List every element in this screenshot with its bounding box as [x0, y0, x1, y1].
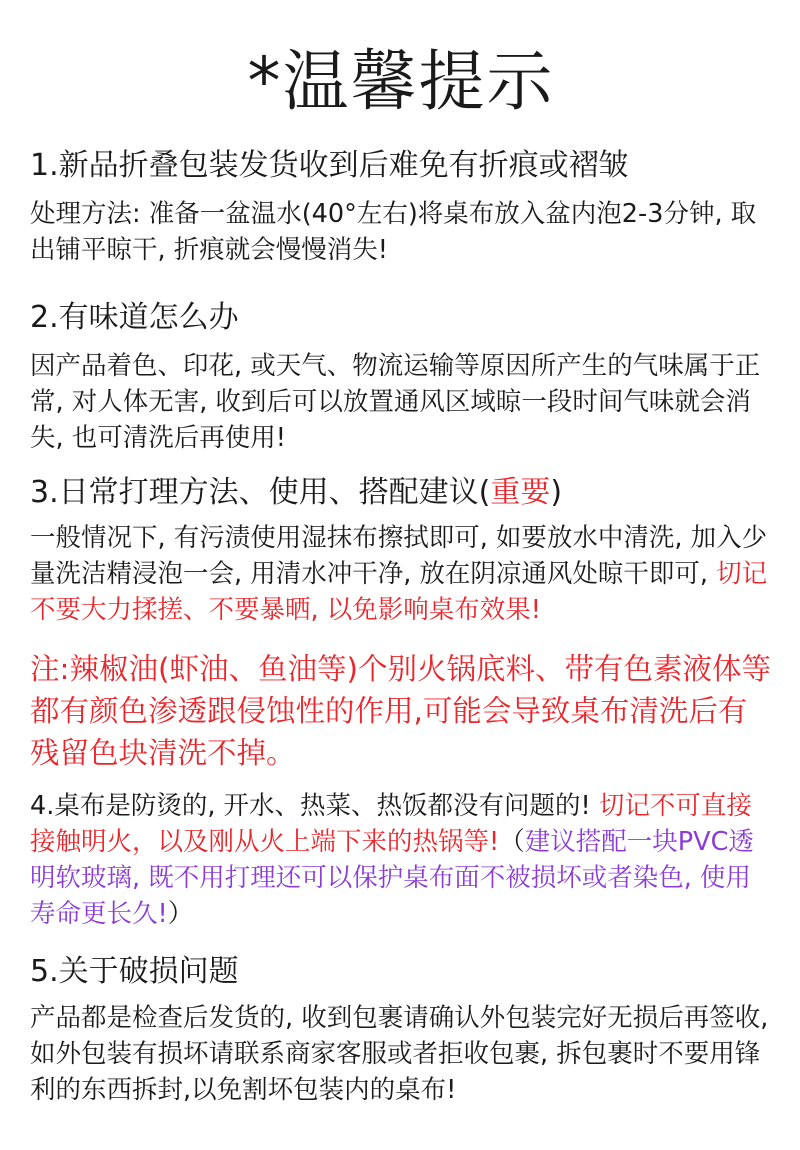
section-3-heading-suffix: ): [550, 475, 563, 510]
section-4-paren-open: （: [499, 827, 525, 857]
section-3-body: [30, 520, 772, 628]
section-4-body: [30, 788, 772, 932]
section-4-body-normal: 4.桌布是防烫的, 开水、热菜、热饭都没有问题的!: [30, 791, 591, 821]
section-2-body: 因产品着色、印花, 或天气、物流运输等原因所产生的气味属于正常, 对人体无害, 收到后可以放置通风区域晾一段时间气味就会消失, 也可清洗后再使用!: [30, 351, 761, 453]
section-1-body: 处理方法: 准备一盆温水(40°左右)将桌布放入盆内泡2-3分钟, 取出铺平晾干, 折痕就会慢慢消失!: [30, 199, 757, 265]
section-5-body: 产品都是检查后发货的, 收到包裹请确认外包装完好无损后再签收, 如外包装有损坏请联系商家客服或者拒收包裹, 拆包裹时不要用锋利的东西拆封,以免割坏包装内的桌布!: [30, 1003, 769, 1105]
section-3-body-warning: 切记不要大力揉搓、不要暴晒, 以免影响桌布效果!: [30, 559, 768, 625]
section-3-heading-prefix: 3.日常打理方法、使用、搭配建议(: [30, 475, 491, 510]
section-1-heading: 1.新品折叠包装发货收到后难免有折痕或褶皱: [30, 148, 629, 183]
section-2-heading: 2.有味道怎么办: [30, 300, 239, 335]
page-title: *温馨提示: [247, 43, 555, 120]
section-4-body-suggestion: 建议搭配一块PVC透明软玻璃, 既不用打理还可以保护桌布面不被损坏或者染色, 使用寿命更长久!: [30, 827, 754, 929]
section-4-paren-close: ）: [167, 899, 194, 929]
section-3-heading-emphasis: 重要: [490, 475, 551, 510]
stain-warning-note: 注:辣椒油(虾油、鱼油等)个别火锅底料、带有色素液体等都有颜色渗透跟侵蚀性的作用,可能会导致桌布清洗后有残留色块清洗不掉。: [30, 652, 771, 770]
section-4-body-warning: 切记不可直接接触明火，以及刚从火上端下来的热锅等!: [30, 791, 752, 857]
section-5-heading: 5.关于破损问题: [30, 954, 239, 989]
section-3-heading: [30, 473, 562, 513]
section-3-body-normal: 一般情况下, 有污渍使用湿抹布擦拭即可, 如要放水中清洗, 加入少量洗洁精浸泡一会, 用清水冲干净, 放在阴凉通风处晾干即可,: [30, 523, 768, 589]
